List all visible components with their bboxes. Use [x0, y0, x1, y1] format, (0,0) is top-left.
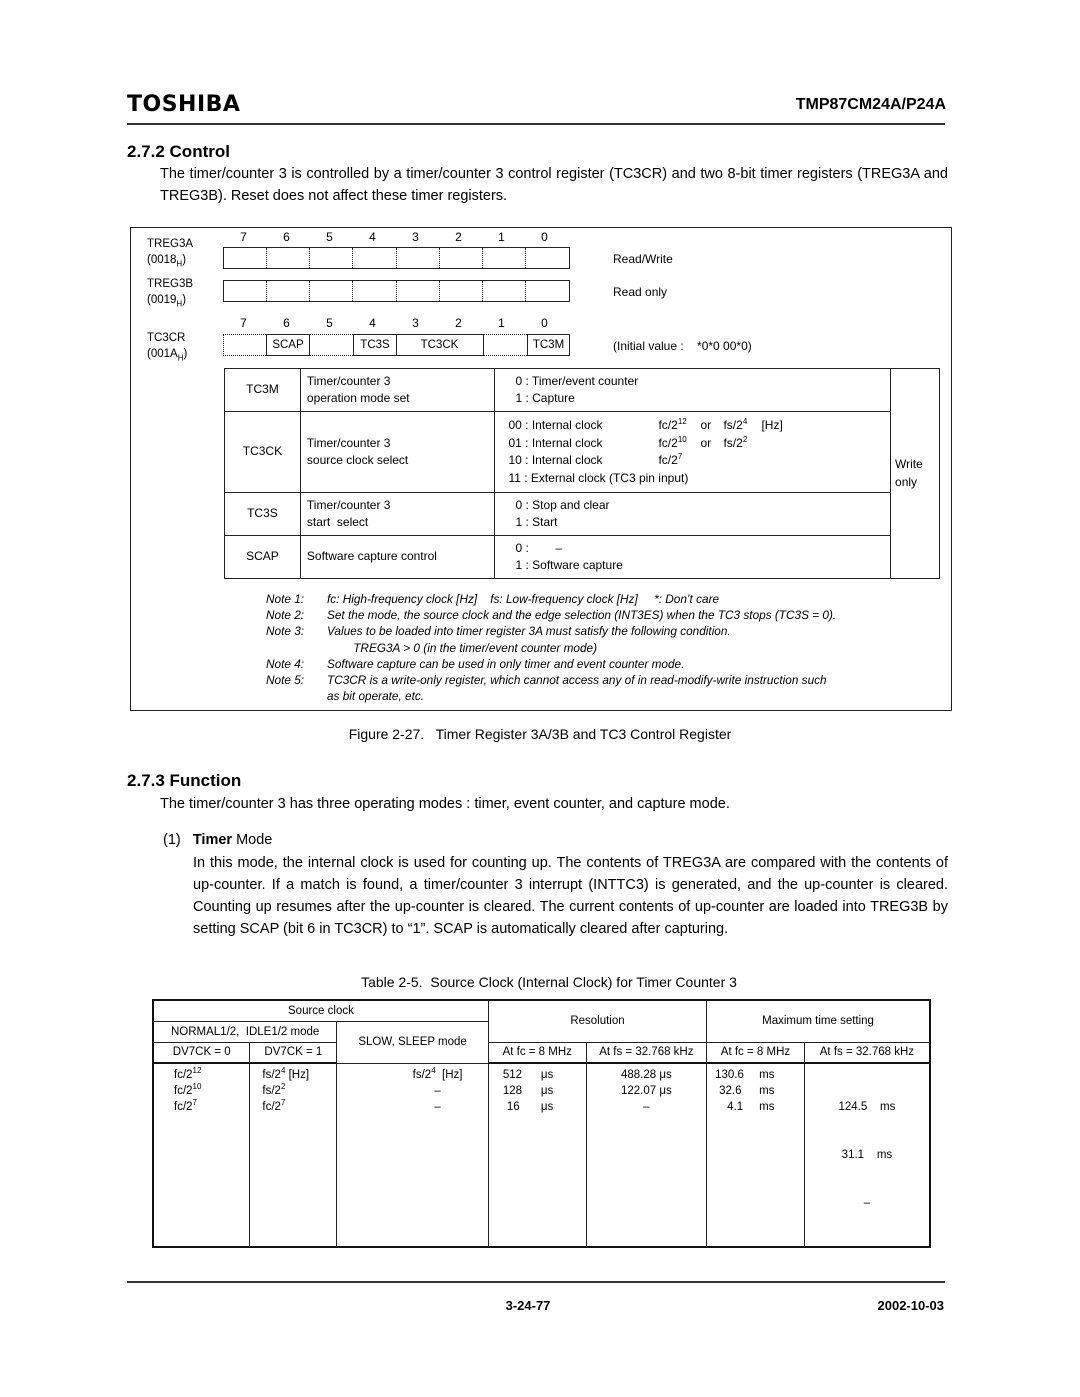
section-title-function: 2.7.3 Function: [127, 771, 242, 790]
resolution-fs-values: 488.28 μs 122.07 μs –: [586, 1063, 707, 1247]
treg3b-label: TREG3B $(0019_H)$: [147, 278, 194, 309]
header-dv7ck1: DV7CK = 1: [250, 1042, 337, 1063]
function-intro: The timer/counter 3 has three operating modes : timer, event counter, and capture mode.: [160, 796, 730, 812]
tc3cr-bit5-unused: [310, 334, 353, 356]
header-resolution: Resolution: [488, 1000, 706, 1042]
tc3cr-tc3ck-field: TC3CK: [396, 334, 484, 356]
header-source-clock: Source clock: [153, 1000, 488, 1021]
field-description: Software capture control: [300, 536, 495, 579]
bit-number-row-tc3cr: 7 6 5 4 3 2 1 0: [240, 316, 548, 330]
figure-caption: Figure 2-27. Timer Register 3A/3B and TC3 Control Register: [348, 726, 732, 742]
table-header-row: [153, 1000, 930, 1021]
tc3cr-initial-value: (Initial value : *0*0 00*0): [613, 339, 752, 353]
field-name: TC3M: [225, 369, 301, 412]
figure-notes: Note 1: fc: High-frequency clock [Hz] fs: Low-frequency clock [Hz] *: Don’t care Note 2: Set the mode, the source clock and the edge selection (INT3ES) when the TC3 stops (TC3S = 0). Note 3: Values to be loaded into timer register 3A must satisfy the following condition. TREG3A > 0 (in the timer/event counter mode) Note 4: Software capture can be used in only timer and event counter mode. Note 5: TC3CR is a write-only register, which cannot access any of in read-modify-write instruction such as bit operate, etc.: [266, 592, 837, 704]
field-name: TC3CK: [225, 412, 301, 493]
header-max-fc: At fc = 8 MHz: [707, 1042, 805, 1063]
header-normal-idle: NORMAL1/2, IDLE1/2 mode: [153, 1021, 337, 1042]
field-values: 0 : Timer/event counter 1 : Capture: [495, 369, 891, 412]
timer-mode-heading: (1) Timer Mode: [163, 832, 273, 848]
treg3a-access: Read/Write: [613, 252, 673, 266]
table-header-row: [153, 1042, 930, 1063]
brand-logo: TOSHIBA: [127, 92, 241, 117]
table-caption: Table 2-5. Source Clock (Internal Clock) for Timer Counter 3: [361, 974, 737, 990]
document-date: 2002-10-03: [877, 1298, 944, 1313]
tc3cr-bit1-unused: [484, 334, 527, 356]
source-clock-table: [152, 999, 931, 1248]
field-values: 0 : – 1 : Software capture: [495, 536, 891, 579]
tc3cr-bit7-unused: [223, 334, 266, 356]
section-title-control: 2.7.2 Control: [127, 142, 230, 161]
field-name: TC3S: [225, 493, 301, 536]
max-time-fs-values: 124.5 ms 31.1 ms –: [804, 1063, 930, 1247]
tc3cr-tc3m-field: TC3M: [527, 334, 570, 356]
header-dv7ck0: DV7CK = 0: [153, 1042, 250, 1063]
field-description: Timer/counter 3 operation mode set: [300, 369, 495, 412]
treg3b-access: Read only: [613, 285, 668, 299]
treg3b-register: [223, 280, 570, 302]
field-name: SCAP: [225, 536, 301, 579]
table-row: [153, 1063, 930, 1247]
bit-number-row-top: 7 6 5 4 3 2 1 0: [240, 230, 548, 244]
tc3cr-label: TC3CR $(001A_H)$: [147, 332, 188, 363]
tc3cr-field-table: [224, 368, 940, 579]
table-row: [225, 369, 940, 412]
field-description: Timer/counter 3 start select: [300, 493, 495, 536]
table-row: [225, 536, 940, 579]
part-number: TMP87CM24A/P24A: [795, 96, 946, 113]
field-values: 0 : Stop and clear 1 : Start: [495, 493, 891, 536]
treg3a-label: TREG3A $(0018_H)$: [147, 238, 194, 269]
resolution-fc-values: 512 μs 128 μs 16 μs: [488, 1063, 586, 1247]
header-res-fs: At fs = 32.768 kHz: [586, 1042, 707, 1063]
dv7ck0-values: $fc/2^{12}$ $fc/2^{10}$ $fc/2^7$: [153, 1063, 250, 1247]
tc3cr-scap-field: SCAP: [266, 334, 310, 356]
field-description: Timer/counter 3 source clock select: [300, 412, 495, 493]
header-res-fc: At fc = 8 MHz: [488, 1042, 586, 1063]
header-slow-sleep: SLOW, SLEEP mode: [337, 1021, 489, 1063]
page-number: 3-24-77: [505, 1298, 551, 1313]
footer-rule: [127, 1281, 945, 1283]
dv7ck1-values: $fs/2^4$ [Hz] $fs/2^2$ $fc/2^7$: [250, 1063, 337, 1247]
control-paragraph: The timer/counter 3 is controlled by a timer/counter 3 control register (TC3CR) and two 8-bit timer registers (TREG3A and TREG3B). Reset does not affect these timer registers.: [160, 166, 948, 204]
table-row: [225, 412, 940, 493]
tc3cr-tc3s-field: TC3S: [353, 334, 397, 356]
header-max-fs: At fs = 32.768 kHz: [804, 1042, 930, 1063]
max-time-fc-values: 130.6 ms 32.6 ms 4.1 ms: [707, 1063, 805, 1247]
field-values: 00 : Internal clock $fc/2^{12}$ or $fs/2^4$ [Hz] 01 : Internal clock $fc/2^{10}$ or $fs/2^2$ 10 : Internal clock $fc/2^7$ 11 : External clock (TC3 pin input): [495, 412, 891, 493]
access-mode: Write only: [891, 369, 940, 579]
slow-sleep-values: $fs/2^4$ [Hz] – –: [337, 1063, 489, 1247]
treg3a-register: [223, 247, 570, 269]
timer-mode-paragraph: In this mode, the internal clock is used for counting up. The contents of TREG3A are compared with the contents of up-counter. If a match is found, a timer/counter 3 interrupt (INTTC3) is generated, and the up-counter is cleared. Counting up resumes after the up-counter is cleared. The current contents of up-counter are loaded into TREG3B by setting SCAP (bit 6 in TC3CR) to “1”. SCAP is automatically cleared after capturing.: [193, 855, 948, 937]
header-max-time: Maximum time setting: [707, 1000, 930, 1042]
header-rule: [127, 123, 945, 125]
table-row: [225, 493, 940, 536]
